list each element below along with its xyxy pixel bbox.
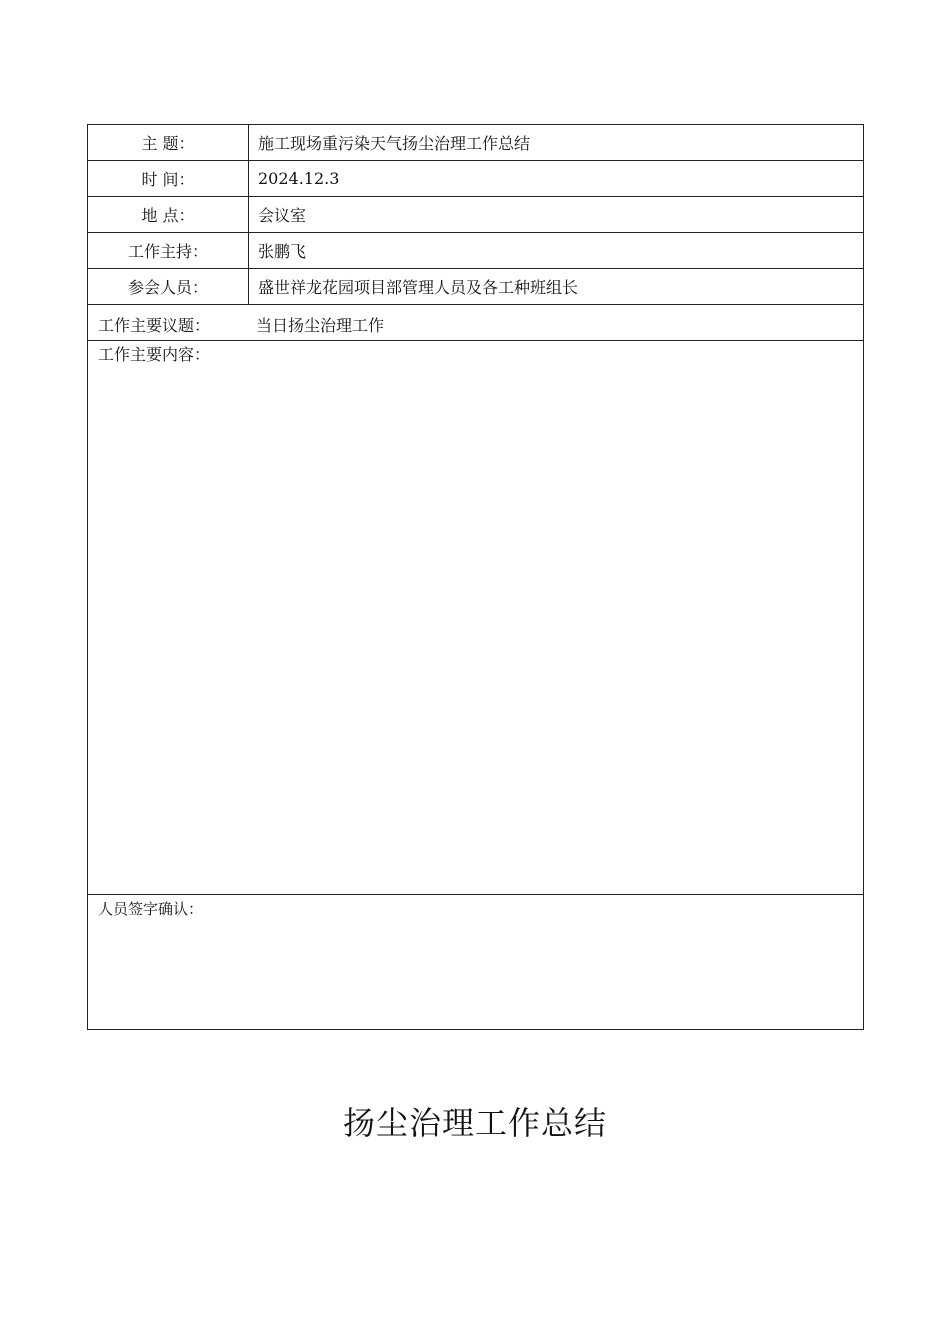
signature-label: 人员签字确认： xyxy=(98,900,204,918)
topic-row xyxy=(88,305,864,341)
location-value: 会议室 xyxy=(249,197,864,233)
host-value: 张鹏飞 xyxy=(249,233,864,269)
topic-value: 当日扬尘治理工作 xyxy=(256,316,385,335)
host-row xyxy=(88,233,864,269)
content-row xyxy=(88,341,864,895)
location-label: 地 点： xyxy=(88,197,249,233)
document-heading: 扬尘治理工作总结 xyxy=(342,1104,607,1142)
signature-cell xyxy=(88,895,864,1030)
date-row xyxy=(88,161,864,197)
attendees-row xyxy=(88,269,864,305)
signature-row xyxy=(88,895,864,1030)
date-label: 时 间： xyxy=(88,161,249,197)
host-label: 工作主持： xyxy=(88,233,249,269)
topic-label: 工作主要议题： xyxy=(98,316,211,335)
subject-value: 施工现场重污染天气扬尘治理工作总结 xyxy=(249,125,864,161)
subject-row xyxy=(88,125,864,161)
attendees-label: 参会人员： xyxy=(88,269,249,305)
location-row xyxy=(88,197,864,233)
meeting-record-table xyxy=(87,124,864,1030)
content-label: 工作主要内容： xyxy=(98,345,211,364)
topic-cell xyxy=(88,305,864,341)
attendees-value: 盛世祥龙花园项目部管理人员及各工种班组长 xyxy=(249,269,864,305)
content-cell xyxy=(88,341,864,895)
date-value: 2024.12.3 xyxy=(249,161,864,197)
subject-label: 主 题： xyxy=(88,125,249,161)
